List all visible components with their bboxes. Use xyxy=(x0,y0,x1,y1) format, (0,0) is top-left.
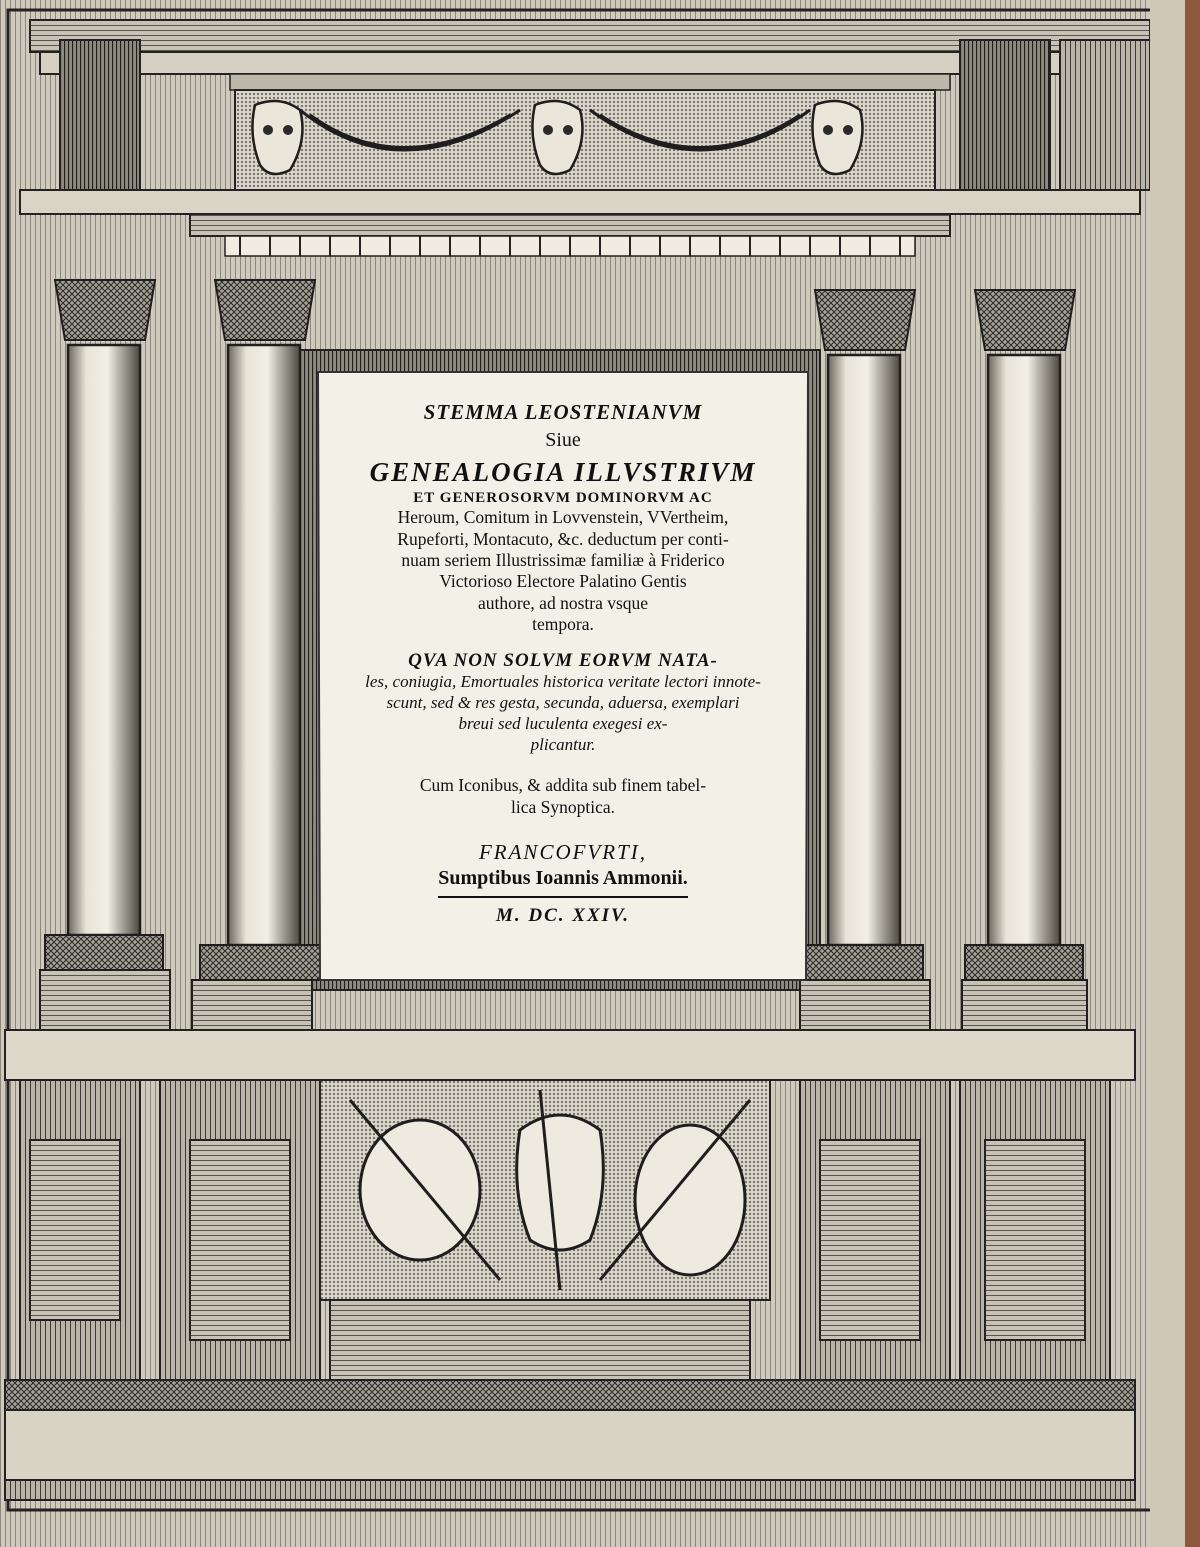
title-line-5: Heroum, Comitum in Lovvenstein, VVertheim, xyxy=(397,507,729,528)
title-line-13: scunt, sed & res gesta, secunda, aduersa, exemplari xyxy=(386,693,740,713)
imprint-rule xyxy=(438,896,688,898)
title-line-11: QVA NON SOLVM EORVM NATA- xyxy=(408,650,718,672)
title-line-12: les, coniugia, Emortuales historica veritate lectori innote- xyxy=(365,672,761,692)
title-line-1: STEMMA LEOSTENIANVM xyxy=(423,400,703,424)
title-cartouche xyxy=(318,372,808,980)
title-line-7: nuam seriem Illustrissimæ familiæ à Friderico xyxy=(401,549,725,570)
imprint-publisher: Sumptibus Ioannis Ammonii. xyxy=(438,866,688,889)
title-line-3: GENEALOGIA ILLVSTRIVM xyxy=(369,457,757,487)
title-line-17: lica Synoptica. xyxy=(510,796,615,817)
title-line-16: Cum Iconibus, & addita sub finem tabel- xyxy=(419,775,707,796)
title-line-4: ET GENEROSORVM DOMINORVM AC xyxy=(413,489,713,506)
title-line-10: tempora. xyxy=(532,613,594,634)
title-line-14: breui sed luculenta exegesi ex- xyxy=(458,713,668,733)
title-line-9: authore, ad nostra vsque xyxy=(477,592,649,613)
imprint-year: M. DC. XXIV. xyxy=(495,905,630,927)
title-line-2: Siue xyxy=(545,428,581,451)
imprint-place: FRANCOFVRTI, xyxy=(478,840,648,865)
title-line-8: Victorioso Electore Palatino Gentis xyxy=(439,571,687,592)
title-line-15: plicantur. xyxy=(530,734,596,754)
title-line-6: Rupeforti, Montacuto, &c. deductum per conti- xyxy=(397,528,729,549)
